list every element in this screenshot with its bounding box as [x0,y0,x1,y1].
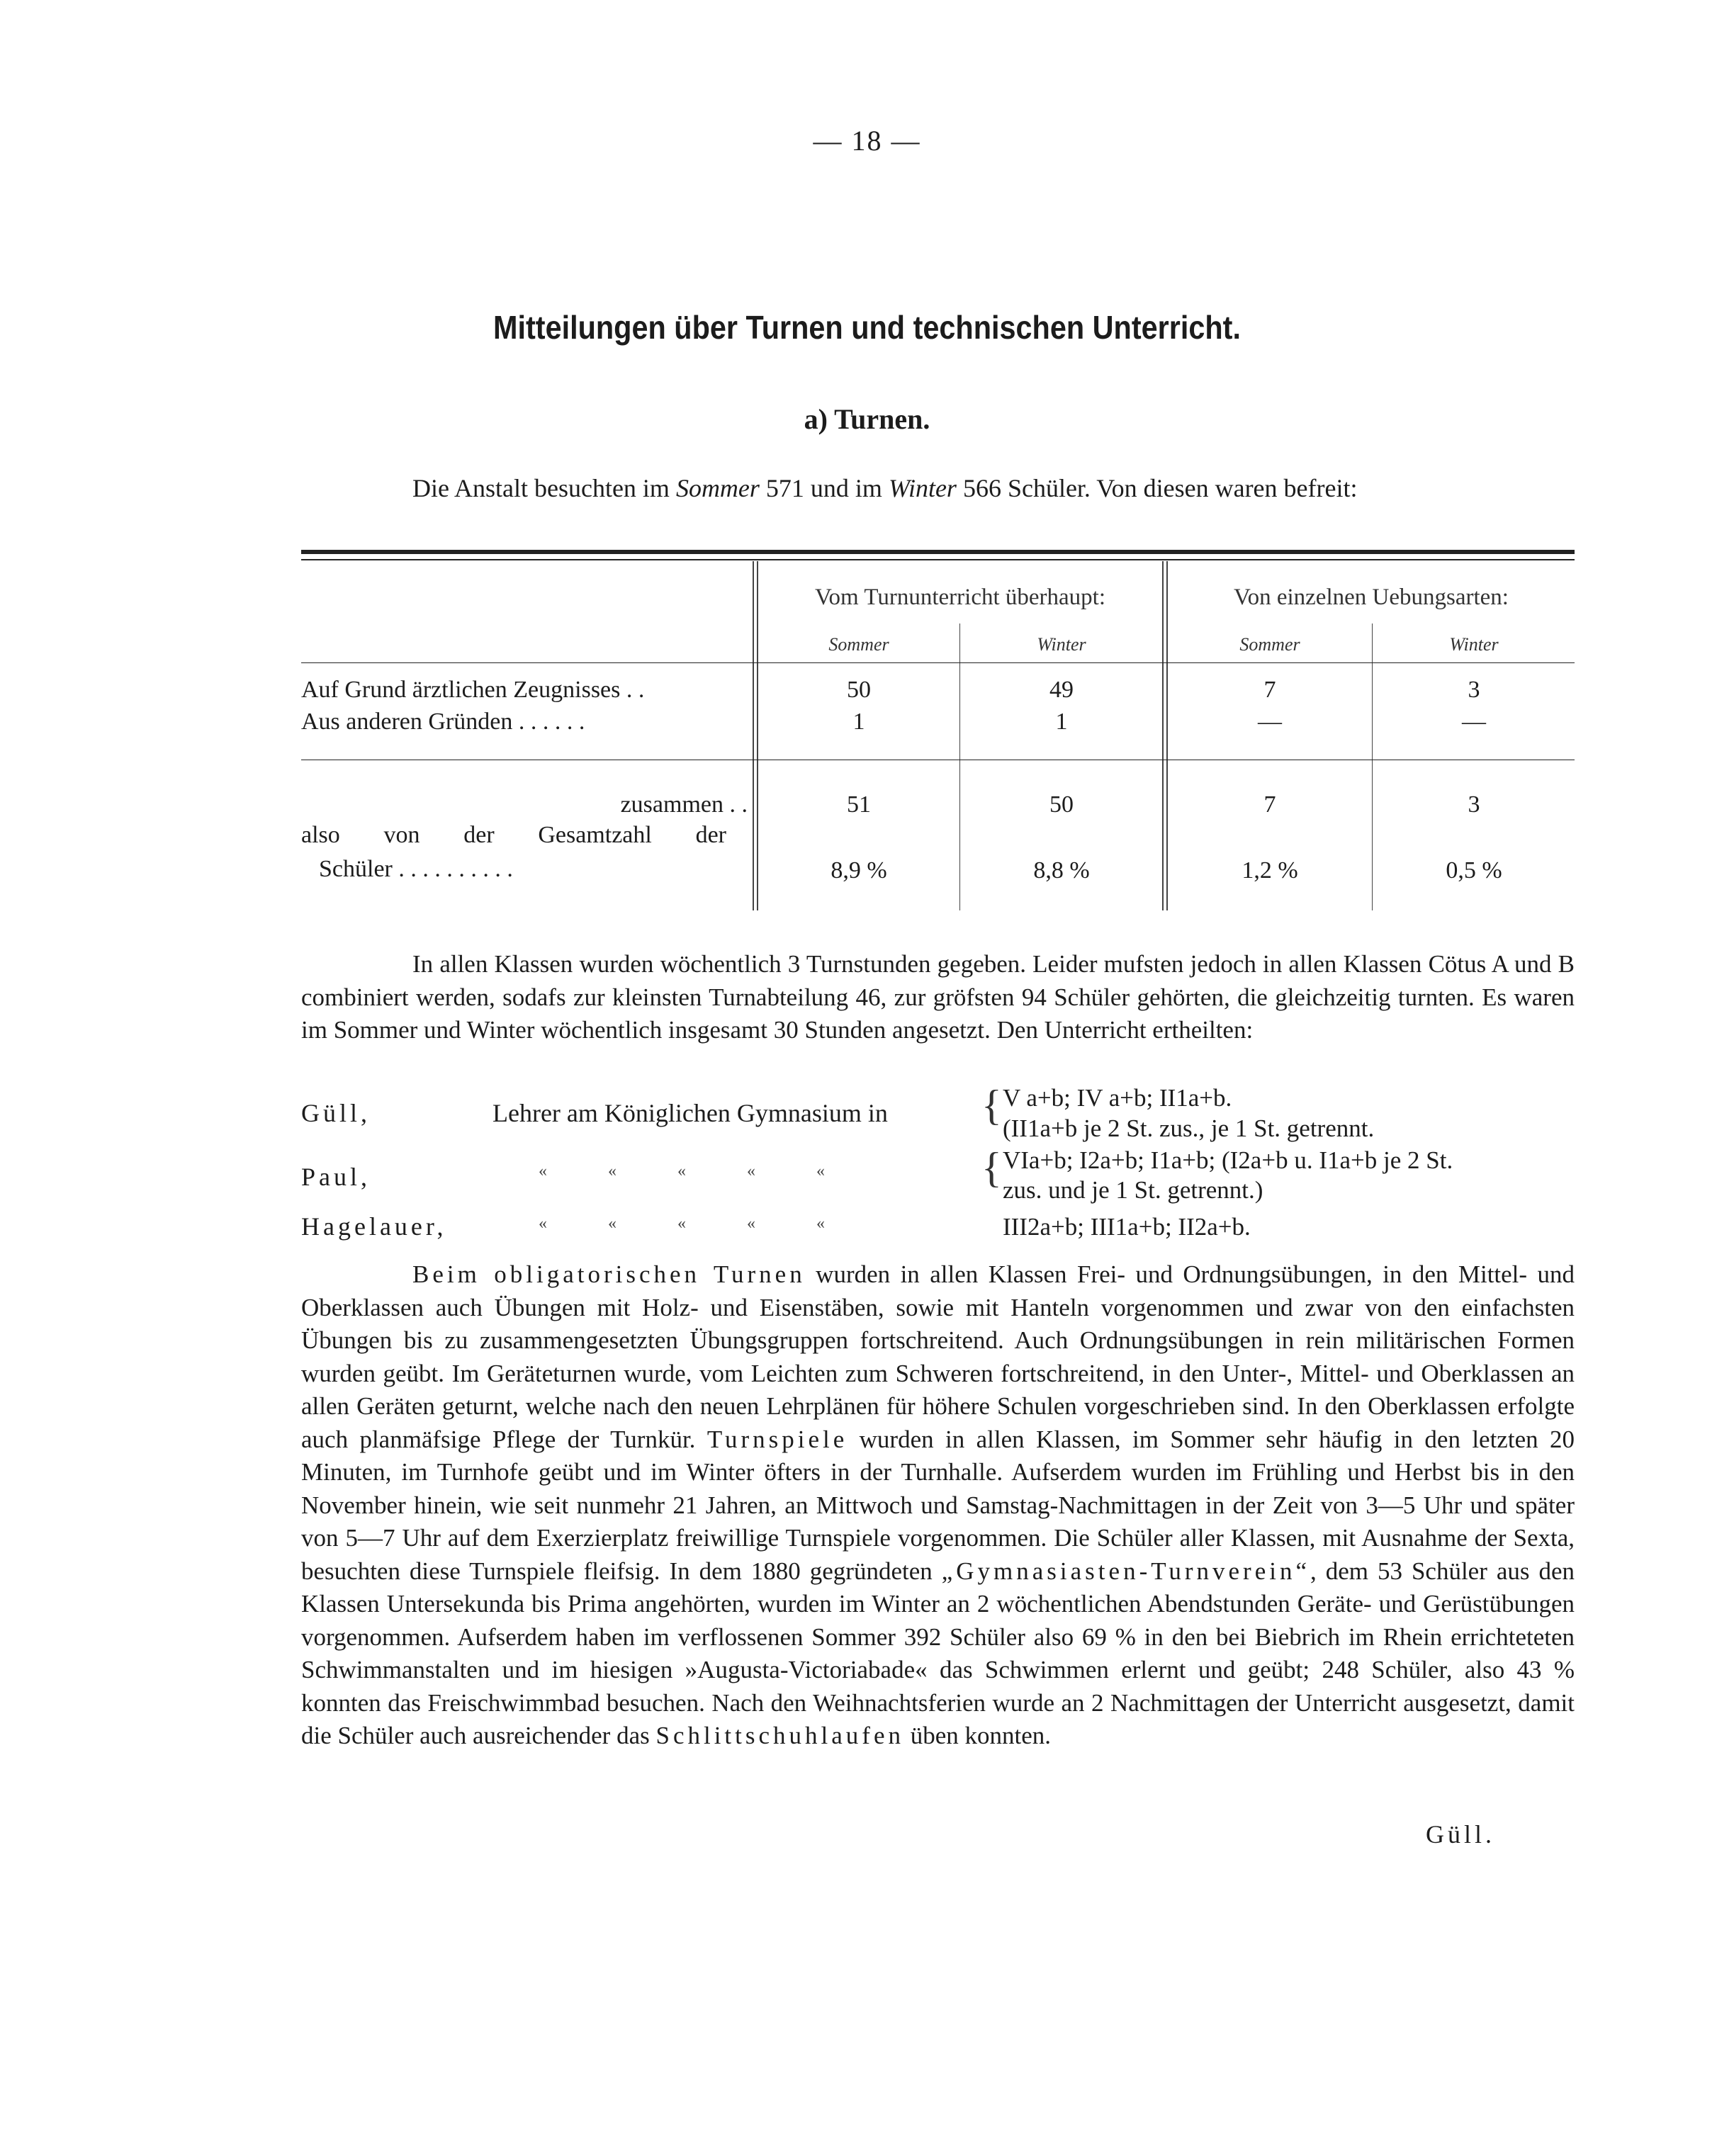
teacher-role: « « « « « [539,1214,825,1233]
table-divider [959,623,960,910]
paragraph-schedule: In allen Klassen wurden wöchentlich 3 Turnstunden gegeben. Leider mufsten jedoch in allen Klassen Cötus A und B combiniert werden, sodafs zur kleinsten Turnabteilung 46, zur gröfsten 94 Schüler gehörten, die gleichzeitig turnten. Es waren im Sommer und Winter wöchentlich insgesamt 30 Stunden angesetzt. Den Unterricht ertheilten: [301,950,1575,1044]
subheader-winter: Winter [1449,634,1499,655]
group-header-overall: Vom Turnunterricht überhaupt: [814,585,1106,610]
teacher-name: Paul, [301,1163,371,1191]
table-cell: 7 [1263,791,1276,818]
teacher-name: Hagelauer, [301,1212,447,1241]
section-title: a) Turnen. [804,403,930,435]
teacher-name: Güll, [301,1099,371,1127]
table-cell: 0,5 % [1446,857,1502,884]
teacher-role: « « « « « [539,1162,825,1180]
row-label: Aus anderen Gründen . . . . . . [301,709,585,735]
brace-icon: { [981,1082,1002,1129]
intro-text: Die Anstalt besuchten im Sommer 571 und im Winter 566 Schüler. Von diesen waren befreit: [412,474,1358,502]
row-label: Auf Grund ärztlichen Zeugnisses . . [301,677,645,703]
table-cell: 1 [1055,709,1068,735]
total-label: zusammen . . [620,791,748,818]
subheader-sommer: Sommer [828,634,889,655]
page-number: — 18 — [813,125,921,157]
subheader-sommer: Sommer [1239,634,1300,655]
teacher-classes: zus. und je 1 St. getrennt.) [1003,1176,1263,1204]
teacher-role: Lehrer am Königlichen Gymnasium in [492,1099,888,1127]
table-cell: 7 [1263,677,1276,703]
group-header-partial: Von einzelnen Uebungsarten: [1234,585,1509,610]
table-cell: 49 [1049,677,1074,703]
table-divider [1162,561,1164,910]
table-divider [1372,623,1373,910]
table-cell: 1 [852,709,865,735]
table-cell: — [1258,709,1282,735]
table-top-rule-thin [301,559,1575,560]
table-cell: 8,9 % [831,857,887,884]
table-cell: 50 [847,677,871,703]
table-header-rule [301,662,1575,663]
table-cell: 3 [1468,677,1480,703]
brace-icon: { [981,1144,1002,1191]
signature: Güll. [1426,1820,1496,1849]
paragraph-turnen: Beim obligatorischen Turnen wurden in allen Klassen Frei- und Ordnungsübungen, in den Mittel- und Oberklassen auch Übungen mit Holz- und Eisenstäben, sowie mit Hanteln vorgenommen und zwar von den einfachsten Übungen bis zu zusammengesetzten Übungsgruppen fortschreitend. Auch Ordnungsübungen in rein militärischen Formen wurden geübt. Im Geräteturnen wurde, vom Leichten zum Schweren fortschreitend, in den Unter-, Mittel- und Oberklassen an allen Geräten geturnt, welche nach den neuen Lehrplänen für höhere Schulen vorgeschrieben sind. In den Oberklassen erfolgte auch planmäfsige Pflege der Turnkür. Turnspiele wurden in allen Klassen, im Sommer sehr häufig in den letzten 20 Minuten, im Turnhofe geübt und im Winter öfters in der Turnhalle. Aufserdem wurden im Frühling und Herbst bis in den November hinein, wie seit nunmehr 21 Jahren, an Mittwoch und Samstag-Nachmittagen in der Zeit von 3—5 Uhr und später von 5—7 Uhr auf dem Exerzierplatz freiwillige Turnspiele vorgenommen. Die Schüler aller Klassen, mit Ausnahme der Sexta, besuchten diese Turnspiele fleifsig. In dem 1880 gegründeten „Gymnasiasten-Turnverein“, dem 53 Schüler aus den Klassen Untersekunda bis Prima angehörten, wurden im Winter an 2 wöchentlichen Abendstunden Geräte- und Gerüstübungen vorgenommen. Aufserdem haben im verflossenen Sommer 392 Schüler also 69 % in den bei Biebrich im Rhein errichteteten Schwimmanstalten und im hiesigen »Augusta-Victoriabade« das Schwimmen erlernt und geübt; 248 Schüler, also 43 % konnten das Freischwimmbad besuchen. Nach den Weihnachtsferien wurde an 2 Nachmittagen der Unterricht ausgesetzt, damit die Schüler auch ausreichender das Schlittschuhlaufen üben konnten. [301,1260,1575,1749]
share-label: Schüler . . . . . . . . . . [319,856,513,882]
table-cell: 1,2 % [1242,857,1298,884]
table-top-rule [301,550,1575,554]
teacher-classes: (II1a+b je 2 St. zus., je 1 St. getrennt. [1003,1114,1375,1142]
table-divider [753,561,754,910]
table-cell: — [1462,709,1486,735]
page-title: Mitteilungen über Turnen und technischen Unterricht. [493,309,1241,346]
teacher-classes: III2a+b; III1a+b; II2a+b. [1003,1213,1251,1241]
table-cell: 51 [847,791,871,818]
teacher-classes: V a+b; IV a+b; II1a+b. [1003,1084,1232,1112]
table-cell: 50 [1049,791,1074,818]
teacher-classes: VIa+b; I2a+b; I1a+b; (I2a+b u. I1a+b je 2 St. [1003,1146,1453,1174]
subheader-winter: Winter [1037,634,1086,655]
table-cell: 3 [1468,791,1480,818]
table-cell: 8,8 % [1033,857,1090,884]
share-label: also von der Gesamtzahl der [301,822,726,848]
